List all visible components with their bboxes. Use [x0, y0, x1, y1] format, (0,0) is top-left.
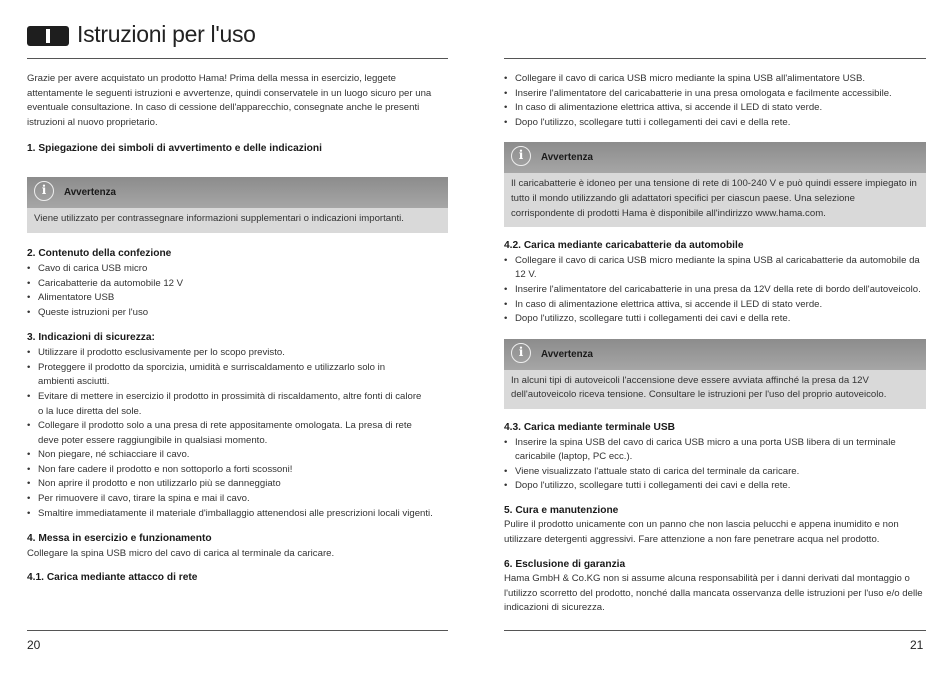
list-item: • Inserire l'alimentatore del caricabatterie in una presa da 12V della rete di bordo dell'autoveicolo.	[504, 283, 926, 298]
list-item: • Dopo l'utilizzo, scollegare tutti i collegamenti dei cavi e della rete.	[504, 116, 926, 131]
warning-text: Viene utilizzato per contrassegnare informazioni supplementari o indicazioni importanti.	[27, 208, 448, 233]
safety-list	[27, 346, 433, 521]
language-badge-mark	[46, 29, 50, 43]
warning-text: In alcuni tipi di autoveicoli l'accensione deve essere avviata affinché la presa da 12V dell'autoveicolo riceva tensione. Consultare le istruzioni per l'uso del proprio autoveicolo.	[504, 370, 926, 409]
warning-text: Il caricabatterie è idoneo per una tensione di rete di 100-240 V e può quindi essere impiegato in tutto il mondo utilizzando gli adattatori specifici per ciascun paese. Una selezione corrispondente di prodotti Hama è disponibile all'indirizzo www.hama.com.	[504, 173, 926, 227]
list-item: • Collegare il prodotto solo a una presa di rete appositamente omologata. La presa di rete deve poter essere raggiungibile in qualsiasi momento.	[27, 419, 422, 448]
warning-label: Avvertenza	[541, 152, 593, 164]
mains-charging-list	[504, 72, 926, 130]
package-contents-list	[27, 262, 448, 320]
list-item: • Non fare cadere il prodotto e non sottoporlo a forti scossoni!	[27, 463, 422, 478]
warning-header	[504, 142, 926, 173]
warning-header	[504, 339, 926, 370]
list-item: • Viene visualizzato l'attuale stato di carica del terminale da caricare.	[504, 465, 926, 480]
list-item: • Evitare di mettere in esercizio il prodotto in prossimità di riscaldamento, altre fonti di calore o la luce diretta del sole.	[27, 390, 422, 419]
section-6-title: 6. Esclusione di garanzia	[504, 558, 626, 570]
list-item: • In caso di alimentazione elettrica attiva, si accende il LED di stato verde.	[504, 298, 926, 313]
list-item: • Dopo l'utilizzo, scollegare tutti i collegamenti dei cavi e della rete.	[504, 479, 926, 494]
section-1-title: 1. Spiegazione dei simboli di avvertimento e delle indicazioni	[27, 143, 322, 155]
info-icon: i	[511, 343, 531, 363]
warning-box-1	[27, 177, 448, 233]
list-item: • Inserire la spina USB del cavo di carica USB micro a una porta USB libera di un terminale caricabile (laptop, PC ecc.).	[504, 436, 926, 465]
car-charging-list	[504, 254, 926, 327]
section-2-title: 2. Contenuto della confezione	[27, 247, 172, 259]
list-item: • Queste istruzioni per l'uso	[27, 306, 448, 321]
list-item: • In caso di alimentazione elettrica attiva, si accende il LED di stato verde.	[504, 101, 926, 116]
list-item: • Collegare il cavo di carica USB micro mediante la spina USB all'alimentatore USB.	[504, 72, 926, 87]
warning-box-2	[504, 142, 926, 227]
section-4-1-title: 4.1. Carica mediante attacco di rete	[27, 572, 198, 584]
info-icon: i	[34, 181, 54, 201]
section-3-title: 3. Indicazioni di sicurezza:	[27, 331, 155, 343]
usb-charging-list	[504, 436, 926, 494]
list-item: • Inserire l'alimentatore del caricabatterie in una presa omologata e facilmente accessibile.	[504, 87, 926, 102]
left-column	[27, 72, 448, 586]
list-item: • Dopo l'utilizzo, scollegare tutti i collegamenti dei cavi e della rete.	[504, 312, 926, 327]
list-item: • Non piegare, né schiacciare il cavo.	[27, 448, 422, 463]
list-item: • Smaltire immediatamente il materiale d'imballaggio attenendosi alle prescrizioni locali vigenti.	[27, 507, 458, 522]
section-5-title: 5. Cura e manutenzione	[504, 504, 619, 516]
section-4-3-title: 4.3. Carica mediante terminale USB	[504, 421, 675, 433]
list-item: • Proteggere il prodotto da sporcizia, umidità e surriscaldamento e utilizzarlo solo in ambienti asciutti.	[27, 361, 422, 390]
header-rule-left	[27, 58, 448, 59]
list-item: • Non aprire il prodotto e non utilizzarlo più se danneggiato	[27, 477, 422, 492]
section-5-text: Pulire il prodotto unicamente con un panno che non lascia pelucchi e appena inumidito e non utilizzare detergenti aggressivi. Fare attenzione a non fare penetrare acqua nel prodotto.	[504, 519, 899, 546]
page-number-left: 20	[27, 638, 41, 652]
list-item: • Alimentatore USB	[27, 291, 448, 306]
page-number-right: 21	[910, 638, 924, 652]
section-4-title: 4. Messa in esercizio e funzionamento	[27, 533, 212, 545]
section-4-text: Collegare la spina USB micro del cavo di carica al terminale da caricare.	[27, 547, 335, 559]
section-6-text: Hama GmbH & Co.KG non si assume alcuna responsabilità per i danni derivati dal montaggio o l'utilizzo scorretto del prodotto, nonché dalla mancata osservanza delle istruzioni per l'uso e/o delle indicazioni di sicurezza.	[504, 573, 923, 614]
list-item: • Per rimuovere il cavo, tirare la spina e mai il cavo.	[27, 492, 422, 507]
footer-rule-right	[504, 630, 926, 631]
warning-box-3	[504, 339, 926, 409]
intro-text: Grazie per avere acquistato un prodotto Hama! Prima della messa in esercizio, leggete attentamente le seguenti istruzioni e avvertenze, quindi conservatele in un luogo sicuro per una eventuale consultazione. In caso di cessione dell'apparecchio, consegnate anche le presenti istruzioni al nuovo proprietario.	[27, 73, 432, 128]
warning-label: Avvertenza	[64, 186, 116, 198]
list-item: • Utilizzare il prodotto esclusivamente per lo scopo previsto.	[27, 346, 422, 361]
header-rule-right	[504, 58, 926, 59]
page-title: Istruzioni per l'uso	[77, 21, 256, 47]
warning-header	[27, 177, 448, 208]
info-icon: i	[511, 146, 531, 166]
list-item: • Caricabatterie da automobile 12 V	[27, 277, 448, 292]
warning-label: Avvertenza	[541, 348, 593, 360]
right-column	[504, 72, 926, 616]
list-item: • Collegare il cavo di carica USB micro mediante la spina USB al caricabatterie da automobile da 12 V.	[504, 254, 926, 283]
section-4-2-title: 4.2. Carica mediante caricabatterie da automobile	[504, 240, 744, 252]
language-badge	[27, 26, 69, 46]
footer-rule-left	[27, 630, 448, 631]
list-item: • Cavo di carica USB micro	[27, 262, 448, 277]
